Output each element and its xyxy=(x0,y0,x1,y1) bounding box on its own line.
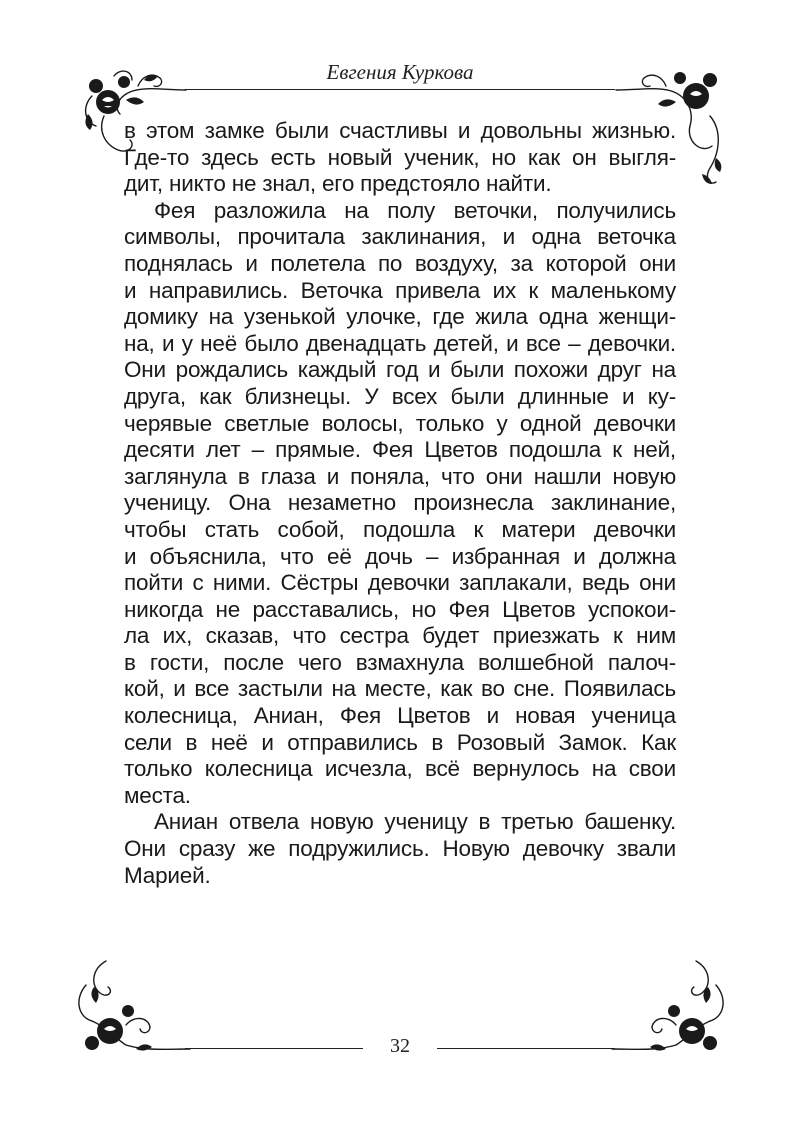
text-line: никогда не расставались, но Фея Цветов успокои- xyxy=(124,596,676,622)
rose-flourish-icon xyxy=(606,955,736,1065)
running-header-author: Евгения Куркова xyxy=(326,60,474,84)
header-rule xyxy=(185,89,615,90)
text-line: Марией. xyxy=(124,862,211,888)
text-line: и направились. Веточка привела их к маленькому xyxy=(124,277,676,303)
text-line: Где-то здесь есть новый ученик, но как он выгля- xyxy=(124,144,676,170)
text-line: дит, никто не знал, его предстояло найти. xyxy=(124,171,552,197)
text-line: ученицу. Она незаметно произнесла заклинание, xyxy=(124,490,676,516)
text-line: места. xyxy=(124,782,191,808)
text-line: и объяснила, что её дочь – избранная и должна xyxy=(124,543,676,569)
rose-flourish-icon xyxy=(66,955,196,1065)
text-line: только колесница исчезла, всё вернулось на свои xyxy=(124,756,676,782)
text-line: поднялась и полетела по воздуху, за которой они xyxy=(124,250,676,276)
text-line: Аниан отвела новую ученицу в третью башенку. xyxy=(154,809,676,835)
text-line: черявые светлые волосы, только у одной девочки xyxy=(124,410,676,436)
text-line: пойти с ними. Сёстры девочки заплакали, ведь они xyxy=(124,570,676,596)
text-line: сели в неё и отправились в Розовый Замок. Как xyxy=(124,729,676,755)
footer-rule-left xyxy=(185,1048,363,1049)
text-line: Фея разложила на полу веточки, получились xyxy=(154,197,676,223)
text-line: кой, и все застыли на месте, как во сне. Появилась xyxy=(124,676,676,702)
text-line: колесница, Аниан, Фея Цветов и новая ученица xyxy=(124,703,676,729)
text-line: Они сразу же подружились. Новую девочку звали xyxy=(124,836,676,862)
text-line: на, и у неё было двенадцать детей, и все – девочки. xyxy=(124,330,676,356)
text-line: друга, как близнецы. У всех были длинные и ку- xyxy=(124,383,676,409)
text-line: ла их, сказав, что сестра будет приезжать к ним xyxy=(124,623,676,649)
paragraph-3 xyxy=(124,809,676,889)
text-line: заглянула в глаза и поняла, что они нашли новую xyxy=(124,463,676,489)
text-line: в этом замке были счастливы и довольны жизнью. xyxy=(124,118,676,143)
text-line: домику на узенькой улочке, где жила одна женщи- xyxy=(124,304,676,330)
text-line: десяти лет – прямые. Фея Цветов подошла к ней, xyxy=(124,437,676,463)
page-body-text xyxy=(124,118,676,889)
paragraph-1 xyxy=(124,118,676,198)
text-line: в гости, после чего взмахнула волшебной палоч- xyxy=(124,649,676,675)
text-line: чтобы стать собой, подошла к матери девочки xyxy=(124,516,676,542)
ornament-bottom-left-icon xyxy=(66,955,196,1065)
ornament-bottom-right-icon xyxy=(606,955,736,1065)
text-line: Они рождались каждый год и были похожи друг на xyxy=(124,357,676,383)
text-line: символы, прочитала заклинания, и одна веточка xyxy=(124,224,676,250)
footer-rule-right xyxy=(437,1048,615,1049)
paragraph-2 xyxy=(124,198,676,810)
page-number: 32 xyxy=(390,1035,410,1057)
